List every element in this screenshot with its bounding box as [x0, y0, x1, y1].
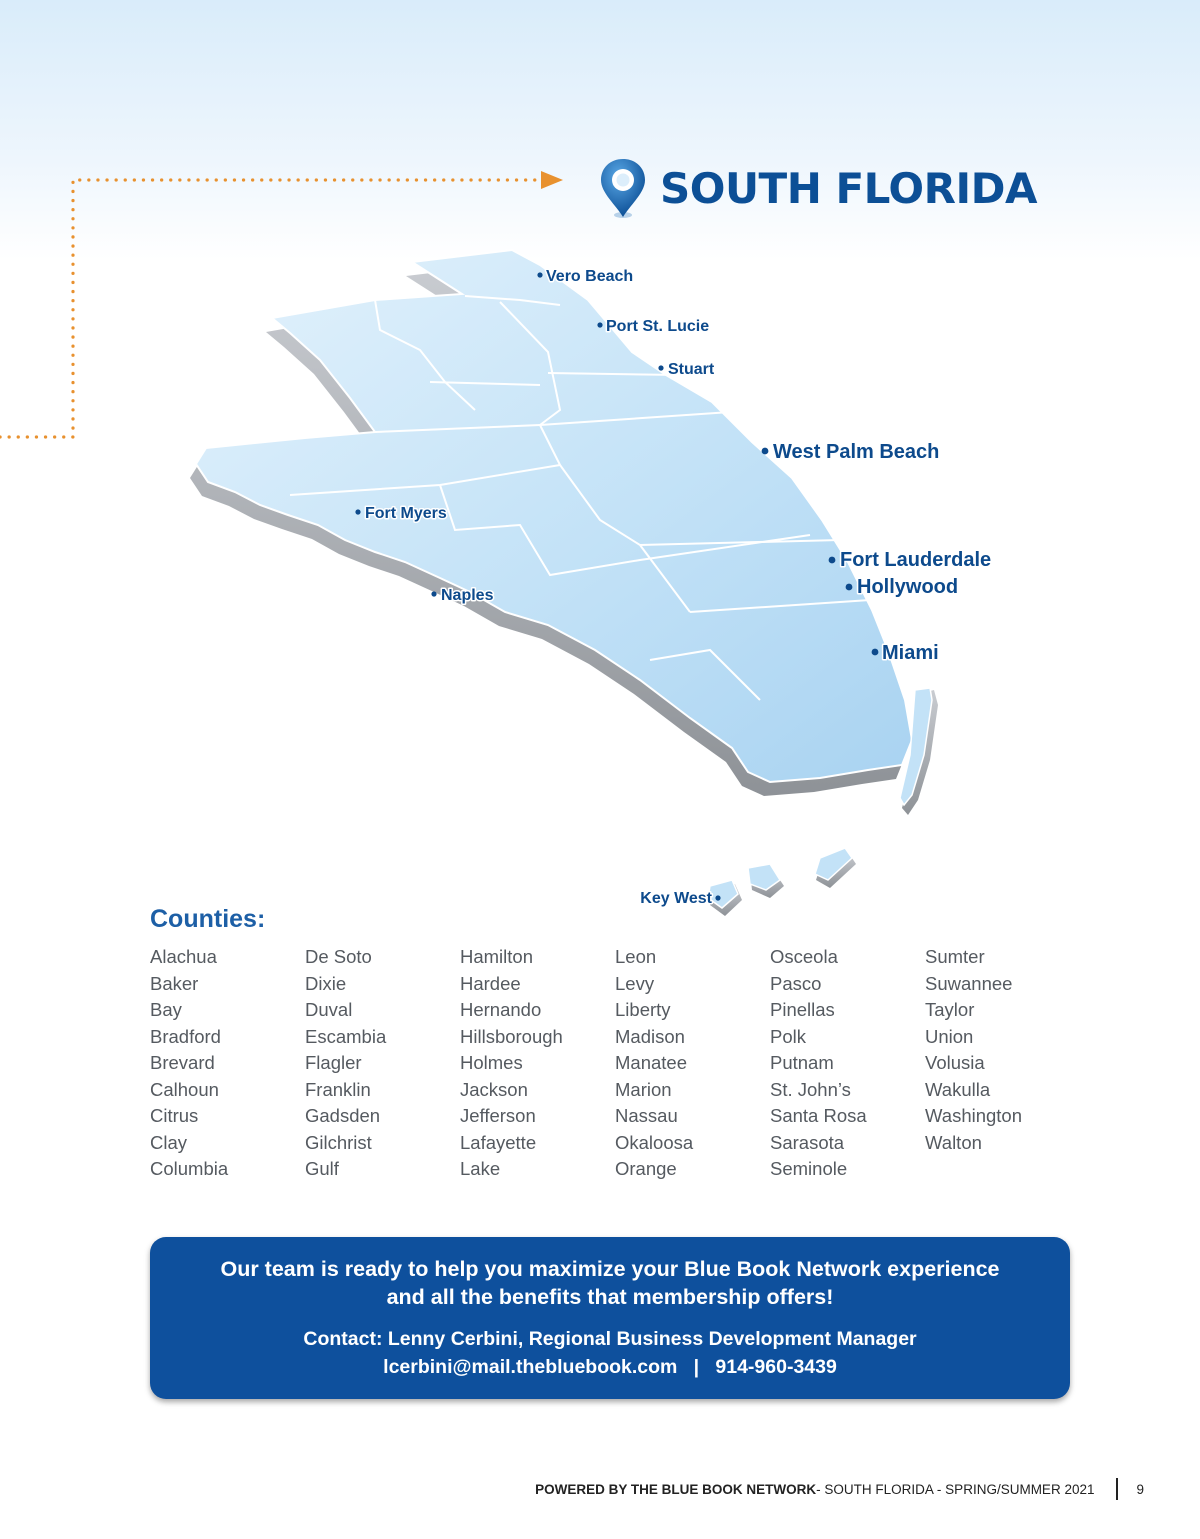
city-dot	[537, 272, 542, 277]
county-item: Brevard	[150, 1052, 215, 1073]
city-label: Fort Lauderdale	[840, 549, 992, 571]
county-item: Gilchrist	[305, 1131, 372, 1153]
city-miami	[872, 642, 939, 664]
county-item: Baker	[150, 972, 199, 994]
county-item: Calhoun	[150, 1078, 219, 1100]
city-dot	[431, 591, 436, 596]
city-dot	[597, 322, 602, 327]
county-item: Columbia	[150, 1158, 229, 1179]
county-item: Marion	[615, 1078, 672, 1100]
city-label: Stuart	[668, 361, 715, 378]
city-fort-myers	[355, 505, 446, 522]
city-label: Vero Beach	[546, 268, 634, 285]
city-west-palm-beach	[762, 441, 940, 463]
contact-phone[interactable]: 914-960-3439	[715, 1356, 837, 1378]
county-item: Nassau	[615, 1105, 678, 1126]
contact-details-line	[150, 1353, 1070, 1381]
city-label: West Palm Beach	[773, 441, 940, 463]
county-column	[925, 944, 1080, 1156]
county-item: Bradford	[150, 1025, 221, 1047]
county-item: Taylor	[925, 999, 975, 1020]
county-column	[615, 944, 770, 1183]
county-item: Gulf	[305, 1158, 339, 1179]
footer-edition: - SOUTH FLORIDA - SPRING/SUMMER 2021	[816, 1481, 1095, 1497]
county-item: Putnam	[770, 1052, 834, 1073]
city-dot	[846, 584, 853, 591]
county-item: Sumter	[925, 946, 985, 967]
county-item: Washington	[925, 1105, 1023, 1126]
city-vero-beach	[537, 268, 633, 285]
county-item: Pasco	[770, 972, 822, 994]
county-item: Jackson	[460, 1078, 528, 1100]
county-item: Citrus	[150, 1105, 199, 1126]
county-item: Franklin	[305, 1078, 371, 1100]
county-item: Pinellas	[770, 999, 835, 1020]
cta-line-1: Our team is ready to help you maximize your Blue Book Network experience	[220, 1257, 1000, 1281]
page-title: SOUTH FLORIDA	[660, 163, 1037, 213]
county-item: Alachua	[150, 946, 217, 967]
county-item: Lake	[460, 1158, 501, 1179]
county-column	[150, 944, 305, 1183]
county-item: Polk	[770, 1025, 806, 1047]
county-item: Union	[925, 1025, 974, 1047]
city-label: Key West	[640, 890, 712, 907]
county-column	[770, 944, 925, 1183]
footer-brand: POWERED BY THE BLUE BOOK NETWORK	[535, 1481, 817, 1497]
contact-email-link[interactable]: lcerbini@mail.thebluebook.com	[383, 1356, 678, 1378]
county-item: Hernando	[460, 999, 542, 1020]
county-item: Jefferson	[460, 1105, 536, 1126]
city-label: Miami	[882, 642, 939, 664]
county-item: Sarasota	[770, 1131, 845, 1153]
county-item: De Soto	[305, 946, 372, 967]
county-item: Leon	[615, 946, 657, 967]
mainland	[190, 250, 912, 796]
county-column	[460, 944, 615, 1183]
city-dot	[658, 365, 663, 370]
city-dot	[355, 509, 360, 514]
city-key-west	[640, 890, 720, 907]
city-dot	[872, 649, 879, 656]
contact-banner	[150, 1237, 1070, 1399]
county-item: Holmes	[460, 1052, 523, 1073]
city-fort-lauderdale	[829, 549, 992, 571]
county-item: St. John’s	[770, 1078, 851, 1100]
city-port-st-lucie	[597, 318, 709, 335]
city-dot	[829, 557, 836, 564]
county-item: Suwannee	[925, 972, 1013, 994]
county-item: Escambia	[305, 1025, 387, 1047]
footer-divider	[1116, 1478, 1118, 1500]
county-item: Osceola	[770, 946, 838, 967]
county-item: Levy	[615, 972, 655, 994]
county-item: Okaloosa	[615, 1131, 694, 1153]
counties-heading: Counties:	[150, 905, 266, 933]
county-item: Madison	[615, 1025, 685, 1047]
city-label: Hollywood	[857, 576, 959, 598]
county-item: Flagler	[305, 1052, 362, 1073]
county-item: Lafayette	[460, 1131, 537, 1153]
city-dot	[715, 895, 720, 900]
county-item: Walton	[925, 1131, 982, 1153]
county-item: Seminole	[770, 1158, 848, 1179]
county-item: Hillsborough	[460, 1025, 563, 1047]
county-item: Duval	[305, 999, 353, 1020]
county-item: Gadsden	[305, 1105, 381, 1126]
county-item: Santa Rosa	[770, 1105, 867, 1126]
contact-separator: |	[693, 1356, 700, 1378]
county-item: Wakulla	[925, 1078, 991, 1100]
county-item: Volusia	[925, 1052, 985, 1073]
county-item: Manatee	[615, 1052, 687, 1073]
county-item: Clay	[150, 1131, 188, 1153]
city-dot	[762, 448, 769, 455]
cta-line-2: and all the benefits that membership offers!	[386, 1285, 834, 1309]
page-footer	[535, 1478, 1144, 1500]
city-label: Port St. Lucie	[606, 318, 710, 335]
county-item: Hardee	[460, 972, 521, 994]
city-label: Fort Myers	[365, 505, 447, 522]
county-item: Orange	[615, 1158, 677, 1179]
page-number: 9	[1136, 1481, 1144, 1497]
county-item: Bay	[150, 999, 182, 1020]
contact-name-line: Contact: Lenny Cerbini, Regional Business Development Manager	[303, 1328, 917, 1350]
county-item: Liberty	[615, 999, 671, 1020]
city-naples	[431, 587, 493, 604]
city-label: Naples	[441, 587, 494, 604]
county-item: Dixie	[305, 972, 347, 994]
county-item: Hamilton	[460, 946, 533, 967]
county-column	[305, 944, 460, 1183]
city-hollywood	[846, 576, 959, 598]
